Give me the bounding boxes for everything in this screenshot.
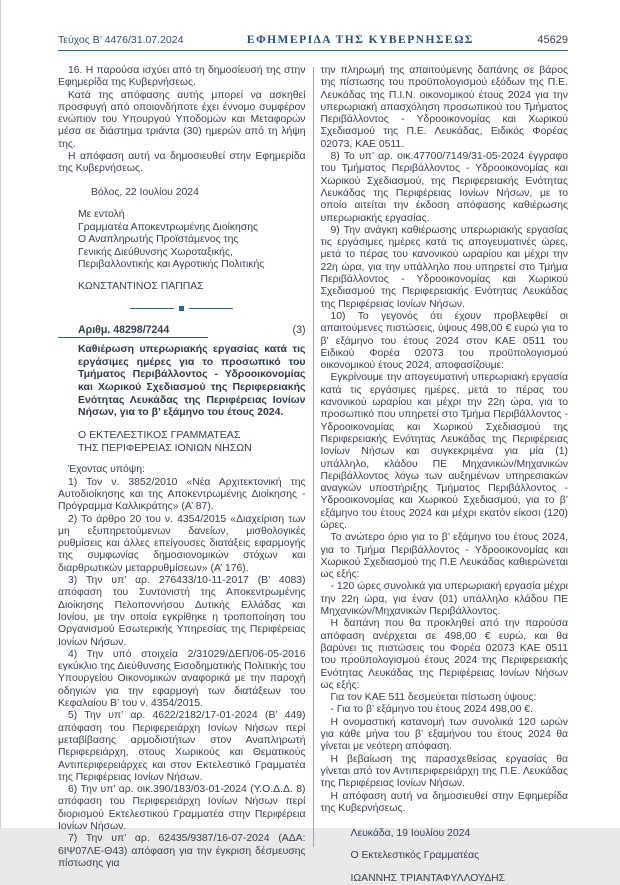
paragraph: 8) Το υπ’ αρ. οικ.47700/7149/31-05-2024 έγγραφο του Τμήματος Περιβάλλοντος - Υδροοικονομίας και Χωρικού Σχεδιασμού, της Περιφερειακής Ενότητας Λευκάδας της Περιφέρειας Ιονίων Νήσων, με το οποίο αιτείται την έκδοση απόφασης καθιέρωσης υπερωριακής εργασίας. bbox=[320, 151, 568, 224]
paragraph: Κατά της απόφασης αυτής μπορεί να ασκηθεί προσφυγή από οποιονδήποτε έχει έννομο συμφέρον ενώπιον του Υπουργού Υποδομών και Μεταφορών μέσα σε διάστημα τριάντα (30) ημερών από τη λήψη της. bbox=[58, 89, 306, 150]
paragraph: - 120 ώρες συνολικά για υπερωριακή εργασία μέχρι την 22η ώρα, για έναν (01) υπάλληλο κλάδου ΠΕ Μηχανικών/Μηχανικών Περιβάλλοντος. bbox=[320, 581, 568, 618]
paragraph: 2) Το άρθρο 20 του ν. 4354/2015 «Διαχείριση των μη εξυπηρετούμενων δανείων, μισθολογικές ρυθμίσεις και άλλες επείγουσες διατάξεις εφαρμογής της συμφωνίας δημοσιονομικών στόχων και διαρθρωτικών μεταρρυθμίσεων» (Α’ 176). bbox=[58, 513, 306, 574]
signature-line: Γενικής Διεύθυνσης Χωροταξικής, bbox=[78, 246, 233, 258]
paragraph: 7) Την υπ’ αρ. 62435/9387/16-07-2024 (ΑΔΑ: 6ΙΨ07ΛΕ-Θ43) απόφαση για την έγκριση δέσμευσης πίστωσης για bbox=[58, 833, 306, 869]
paragraph: 16. Η παρούσα ισχύει από τη δημοσίευσή της στην Εφημερίδα της Κυβερνήσεως. bbox=[58, 65, 306, 89]
two-column-layout bbox=[58, 65, 568, 885]
signature-line: Με εντολή bbox=[78, 208, 125, 220]
decision-index: (3) bbox=[292, 324, 306, 337]
paragraph: Η απόφαση αυτή να δημοσιευθεί στην Εφημερίδα της Κυβερνήσεως. bbox=[58, 151, 306, 175]
paragraph: την πληρωμή της απαιτούμενης δαπάνης σε βάρος της πίστωσης του προϋπολογισμού εξόδων της Π.Ε. Λευκάδας της Π.Ι.Ν. οικονομικού έτους 2024 για την υπερωριακή απασχόληση προσωπικού του Τμήματος Περιβάλλοντος - Υδροοικονομίας και Χωρικού Σχεδιασμού της Π.Ε. Λευκάδας, Ειδικός Φορέας 02073, ΚΑΕ 0511. bbox=[320, 65, 568, 150]
page-number: 45629 bbox=[537, 34, 568, 46]
signature-title: Ο Εκτελεστικός Γραμματέας bbox=[350, 850, 480, 862]
right-column bbox=[320, 65, 569, 885]
signatory-name: ΚΩΝΣΤΑΝΤΙΝΟΣ ΠΑΠΠΑΣ bbox=[78, 280, 204, 292]
paragraph: 9) Την ανάγκη καθιέρωσης υπερωριακής εργασίας τις εργάσιμες ημέρες κατά τις απογευματινές ώρες, μετά το πέρας του κανονικού ωραρίου και μέχρι την 22η ώρα, για την υπάλληλο που υπηρετεί στο Τμήμα Περιβάλλοντος - Υδροοικονομίας και Χωρικού Σχεδιασμού της Περιφερειακής Ενότητας Λευκάδας της Περιφέρειας Ιονίων Νήσων. bbox=[320, 224, 568, 310]
decision-header bbox=[58, 324, 306, 337]
paragraph: Η βεβαίωση της παρασχεθείσας εργασίας θα γίνεται από τον Αντιπεριφερειάρχη της Π.Ε. Λευκάδας της Περιφέρειας Ιονίων Νήσων. bbox=[320, 753, 568, 790]
paragraph: 1) Τον ν. 3852/2010 «Νέα Αρχιτεκτονική της Αυτοδιοίκησης και της Αποκεντρωμένης Διοίκησης - Πρόγραμμα Καλλικράτης» (Α’ 87). bbox=[58, 476, 306, 513]
paragraph: 5) Την υπ’ αρ. 4622/2182/17-01-2024 (Β’ 449) απόφαση του Περιφερειάρχη Ιονίων Νήσων περί μεταβίβασης αρμοδιοτήτων στον Αναπληρωτή Περιφερειάρχη, στους Χωρικούς και Θεματικούς Αντιπεριφερειάρχες και στον Εκτελεστικό Γραμματέα της Περιφέρειας Ιονίων Νήσων. bbox=[58, 710, 306, 783]
gazette-title: ΕΦΗΜΕΡΙΔΑ ΤΗΣ ΚΥΒΕΡΝΗΣΕΩΣ bbox=[246, 34, 474, 46]
paragraph: Η δαπάνη που θα προκληθεί από την παρούσα απόφαση ανέρχεται σε 498,00 € ευρώ, και θα βαρύνει τις πιστώσεις του Φορέα 02073 ΚΑΕ 0511 του προϋπολογισμού έτους 2024 της Περιφερειακής Ενότητας Λευκάδας της Περιφέρειας Ιονίων Νήσων ως εξής: bbox=[320, 618, 568, 691]
paragraph: Για τον ΚΑΕ 511 δεσμεύεται πίστωση ύψους: bbox=[330, 692, 537, 704]
paragraph: Η ονομαστική κατανομή των συνολικά 120 ωρών για κάθε μήνα του β’ εξαμήνου του έτους 2024 θα γίνεται με νεότερη απόφαση. bbox=[320, 716, 568, 753]
issuing-authority bbox=[58, 429, 306, 455]
signature-line: Γραμματέα Αποκεντρωμένης Διοίκησης bbox=[78, 221, 258, 233]
page-header bbox=[58, 34, 568, 51]
divider-line bbox=[189, 308, 233, 309]
paragraph: 10) Το γεγονός ότι έχουν προβλεφθεί οι απαιτούμενες πιστώσεις, ύψους 498,00 € ευρώ για το β’ εξάμηνο του έτους 2024 στον ΚΑΕ 0511 του Ειδικού Φορέα 02073 του προϋπολογισμού οικονομικού έτους 2024, αποφασίζουμε: bbox=[320, 310, 568, 372]
paragraph: Έχοντας υπόψη: bbox=[68, 464, 145, 476]
column-divider-rule bbox=[313, 67, 314, 847]
authority-line: ΤΗΣ ΠΕΡΙΦΕΡΕΙΑΣ ΙΟΝΙΩΝ ΝΗΣΩΝ bbox=[78, 441, 252, 454]
decision-number: Αριθμ. 48298/7244 bbox=[78, 324, 170, 337]
dateline: Λευκάδα, 19 Ιουλίου 2024 bbox=[350, 828, 471, 840]
section-divider bbox=[58, 305, 306, 311]
authority-line: Ο ΕΚΤΕΛΕΣΤΙΚΟΣ ΓΡΑΜΜΑΤΕΑΣ bbox=[78, 428, 241, 441]
paragraph: Το ανώτερο όριο για το β’ εξάμηνο του έτους 2024, για το Τμήμα Περιβάλλοντος - Υδροοικονομίας και Χωρικού Σχεδιασμού της Π.Ε Λευκάδας καθιερώνεται ως εξής: bbox=[320, 532, 568, 581]
signature-block bbox=[58, 209, 306, 272]
paragraph: 6) Την υπ’ αρ. οικ.390/183/03-01-2024 (Υ.Ο.Δ.Δ. 8) απόφαση του Περιφερειάρχη Ιονίων Νήσων περί διορισμού Εκτελεστικού Γραμματέα στην Περιφέρεια Ιονίων Νήσων. bbox=[58, 784, 306, 832]
divider-line bbox=[130, 308, 174, 309]
paragraph: Εγκρίνουμε την απογευματινή υπερωριακή εργασία κατά τις εργάσιμες ημέρες, μετά το πέρας του κανονικού ωραρίου και μέχρι την 22η ώρα, για το προσωπικό που υπηρετεί στο Τμήμα Περιβάλλοντος - Υδροοικονομίας και Χωρικού Σχεδιασμού της Περιφερειακής Ενότητας Λευκάδας της Περιφέρειας Ιονίων Νήσων και συγκεκριμένα για μία (1) υπάλληλο, κλάδου ΠΕ Μηχανικών/Μηχανικών Περιβάλλοντος λόγω των αυξημένων υπηρεσιακών αναγκών υποστήριξης Τμήματος Περιβάλλοντος - Υδροοικονομίας και Χωρικού Σχεδιασμού, για το β’ εξάμηνο του έτους 2024 και μέχρι εκατόν είκοσι (120) ώρες. bbox=[320, 372, 568, 531]
paragraph: Η απόφαση αυτή να δημοσιευθεί στην Εφημερίδα της Κυβερνήσεως. bbox=[320, 790, 568, 814]
signature-line: Περιβαλλοντικής και Αγροτικής Πολιτικής bbox=[78, 259, 265, 271]
dateline: Βόλος, 22 Ιουλίου 2024 bbox=[91, 186, 199, 198]
paragraph: 4) Την υπό στοιχεία 2/31029/ΔΕΠ/06-05-2016 εγκύκλιο της Διεύθυνσης Εισοδηματικής Πολιτικής του Υπουργείου Οικονομικών αναφορικά με την παροχή οδηγιών για την εφαρμογή των διατάξεων του Κεφαλαίου Β’ του ν. 4354/2015. bbox=[58, 648, 306, 710]
left-column bbox=[58, 65, 307, 885]
decision-underline bbox=[58, 337, 208, 338]
gazette-issue: Τεύχος Β’ 4476/31.07.2024 bbox=[58, 34, 184, 46]
decision-title: Καθιέρωση υπερωριακής εργασίας κατά τις εργάσιμες ημέρες για το προσωπικό του Τμήματος Περιβάλλοντος - Υδροοικονομίας και Χωρικού Σχεδιασμού της Περιφερειακής Ενότητας Λευκάδας της Περιφέρειας Ιονίων Νήσων, για το β’ εξάμηνο του έτους 2024. bbox=[78, 343, 306, 419]
signatory-name: ΙΩΑΝΝΗΣ ΤΡΙΑΝΤΑΦΥΛΛΟΥΔΗΣ bbox=[350, 872, 506, 884]
signature-line: Ο Αναπληρωτής Προϊστάμενος της bbox=[78, 234, 239, 246]
paragraph: 3) Την υπ’ αρ. 276433/10-11-2017 (Β’ 4083) απόφαση του Συντονιστή της Αποκεντρωμένης Διοίκησης Πελοποννήσου Δυτικής Ελλάδας και Ιονίου, με την οποία εγκρίθηκε η τροποποίηση του Οργανισμού Εσωτερικής Υπηρεσίας της Περιφέρειας Ιονίων Νήσων. bbox=[58, 575, 306, 648]
paragraph: - Για το β’ εξάμηνο του έτους 2024 498,00 €. bbox=[330, 704, 533, 716]
divider-square bbox=[179, 306, 184, 311]
